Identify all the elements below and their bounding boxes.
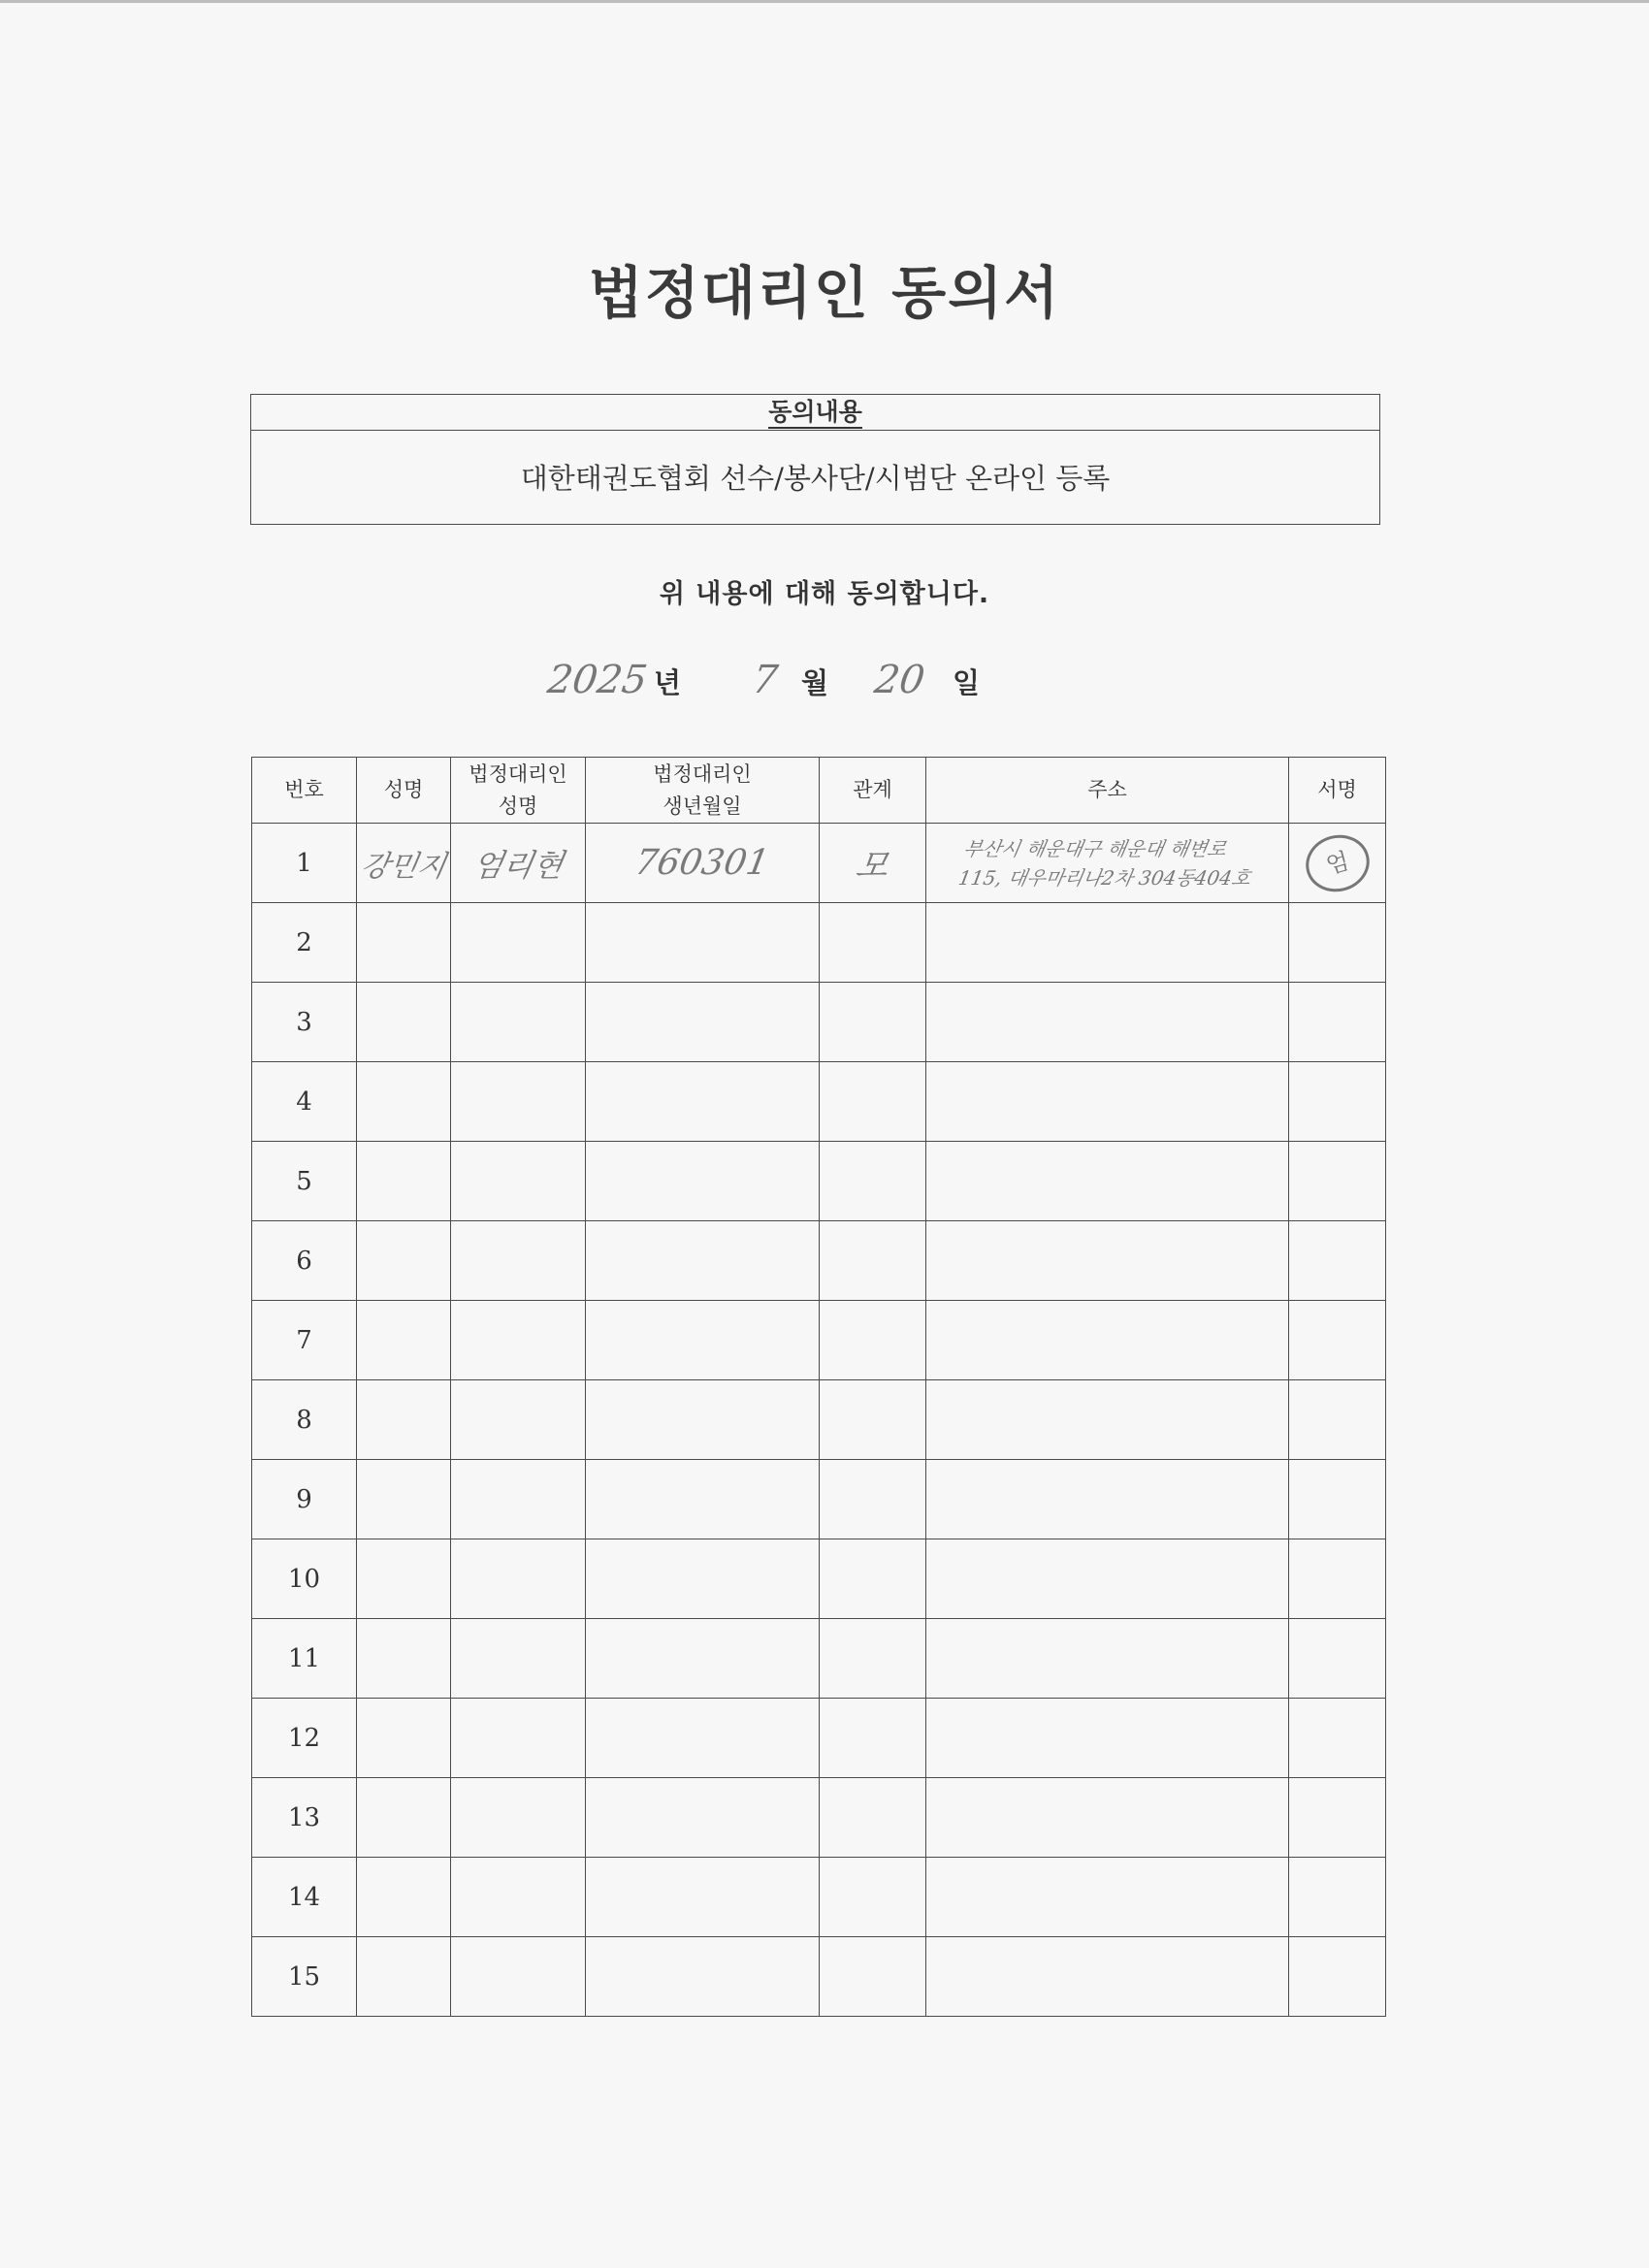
table-row [252, 1778, 1386, 1858]
row-relation [820, 824, 926, 903]
header-name: 성명 [357, 758, 451, 824]
row-signature [1289, 1778, 1386, 1858]
row-signature [1289, 1221, 1386, 1301]
row-guardian-name [451, 824, 586, 903]
consent-header-label: 동의내용 [768, 398, 862, 429]
row-guardian-name [451, 1778, 586, 1858]
row-guardian-birth [586, 1062, 820, 1142]
row-guardian-birth [586, 1380, 820, 1460]
row-signature [1289, 983, 1386, 1062]
row-guardian-name [451, 1221, 586, 1301]
row-guardian-birth [586, 1778, 820, 1858]
handwritten-address [956, 834, 1258, 892]
consent-content: 대한태권도협회 선수/봉사단/시범단 온라인 등록 [520, 462, 1111, 495]
header-guardian-name-line2: 성명 [498, 794, 538, 818]
row-name [357, 903, 451, 983]
row-relation [820, 1062, 926, 1142]
row-name [357, 1539, 451, 1619]
table-row [252, 824, 1386, 903]
row-guardian-birth [586, 1301, 820, 1380]
date-month-label: 월 [801, 666, 829, 699]
header-guardian-name-line1: 법정대리인 [469, 761, 567, 786]
row-address [926, 1619, 1289, 1699]
row-relation [820, 1778, 926, 1858]
row-signature [1289, 1460, 1386, 1539]
table-row [252, 1699, 1386, 1778]
row-signature [1289, 1142, 1386, 1221]
table-row [252, 1301, 1386, 1380]
table-row [252, 903, 1386, 983]
date-year-handwritten: 2025 [544, 658, 651, 702]
row-guardian-name [451, 1460, 586, 1539]
row-signature [1289, 1380, 1386, 1460]
row-no: 14 [252, 1858, 357, 1937]
row-no: 13 [252, 1778, 357, 1858]
row-relation [820, 903, 926, 983]
row-name [357, 1301, 451, 1380]
row-no: 3 [252, 983, 357, 1062]
row-guardian-birth [586, 1699, 820, 1778]
address-line2: 115, 대우마리나2차 304동404호 [956, 865, 1253, 890]
header-guardian-birth [586, 758, 820, 824]
row-no: 12 [252, 1699, 357, 1778]
row-address [926, 824, 1289, 903]
row-no: 4 [252, 1062, 357, 1142]
row-relation [820, 1858, 926, 1937]
row-signature [1289, 1699, 1386, 1778]
row-relation [820, 1301, 926, 1380]
row-signature [1289, 1858, 1386, 1937]
date-day-handwritten: 20 [871, 658, 928, 702]
guardian-roster-table [251, 757, 1386, 2017]
row-guardian-birth [586, 903, 820, 983]
row-guardian-birth [586, 1858, 820, 1937]
row-guardian-birth [586, 824, 820, 903]
row-guardian-name [451, 1937, 586, 2017]
table-row [252, 1937, 1386, 2017]
row-address [926, 1380, 1289, 1460]
row-address [926, 1699, 1289, 1778]
row-relation [820, 1699, 926, 1778]
consent-box [250, 394, 1380, 525]
row-no: 7 [252, 1301, 357, 1380]
table-row [252, 1142, 1386, 1221]
row-guardian-name [451, 1062, 586, 1142]
table-row [252, 1380, 1386, 1460]
row-relation [820, 1937, 926, 2017]
row-signature [1289, 1539, 1386, 1619]
header-guardian-name [451, 758, 586, 824]
row-no: 6 [252, 1221, 357, 1301]
row-relation [820, 1142, 926, 1221]
table-header-row [252, 758, 1386, 824]
row-relation [820, 983, 926, 1062]
row-address [926, 1301, 1289, 1380]
row-relation [820, 1460, 926, 1539]
row-guardian-name [451, 1142, 586, 1221]
document-title: 법정대리인 동의서 [588, 260, 1061, 326]
row-name [357, 1937, 451, 2017]
header-guardian-birth-line2: 생년월일 [663, 794, 742, 818]
header-address: 주소 [926, 758, 1289, 824]
row-no: 2 [252, 903, 357, 983]
row-guardian-birth [586, 1221, 820, 1301]
row-signature [1289, 1619, 1386, 1699]
handwritten-relation: 모 [852, 847, 891, 886]
row-no: 10 [252, 1539, 357, 1619]
header-no: 번호 [252, 758, 357, 824]
row-name [357, 1460, 451, 1539]
table-row [252, 1460, 1386, 1539]
row-address [926, 1062, 1289, 1142]
row-no: 8 [252, 1380, 357, 1460]
date-line [0, 650, 1649, 708]
row-guardian-name [451, 903, 586, 983]
handwritten-name: 강민지 [357, 849, 448, 884]
row-signature [1289, 824, 1386, 903]
date-year-label: 년 [654, 666, 682, 699]
page-top-edge [0, 0, 1649, 3]
row-signature [1289, 1937, 1386, 2017]
row-no: 15 [252, 1937, 357, 2017]
table-row [252, 1062, 1386, 1142]
header-guardian-birth-line1: 법정대리인 [653, 761, 752, 786]
row-no: 11 [252, 1619, 357, 1699]
row-guardian-name [451, 1539, 586, 1619]
row-name [357, 1062, 451, 1142]
row-guardian-name [451, 1301, 586, 1380]
row-address [926, 1460, 1289, 1539]
row-guardian-birth [586, 983, 820, 1062]
consent-header [251, 395, 1379, 431]
row-no: 9 [252, 1460, 357, 1539]
row-guardian-name [451, 1699, 586, 1778]
row-signature [1289, 1301, 1386, 1380]
row-address [926, 1539, 1289, 1619]
signature-mark: 엄 [1299, 827, 1375, 898]
row-name [357, 1619, 451, 1699]
row-guardian-name [451, 983, 586, 1062]
row-address [926, 1778, 1289, 1858]
row-name [357, 1142, 451, 1221]
row-address [926, 903, 1289, 983]
date-month-handwritten: 7 [749, 658, 781, 702]
address-line1: 부산시 해운대구 해운대 해변로 [961, 836, 1229, 860]
handwritten-guardian-birth: 760301 [631, 843, 773, 883]
row-relation [820, 1619, 926, 1699]
row-address [926, 983, 1289, 1062]
row-signature [1289, 1062, 1386, 1142]
date-day-label: 일 [953, 666, 981, 699]
row-name [357, 1699, 451, 1778]
row-name [357, 983, 451, 1062]
row-guardian-name [451, 1619, 586, 1699]
row-address [926, 1937, 1289, 2017]
row-name [357, 1858, 451, 1937]
row-guardian-birth [586, 1142, 820, 1221]
agree-statement: 위 내용에 대해 동의합니다. [659, 579, 990, 609]
row-no: 1 [252, 824, 357, 903]
table-row [252, 983, 1386, 1062]
row-relation [820, 1380, 926, 1460]
row-guardian-birth [586, 1460, 820, 1539]
row-address [926, 1221, 1289, 1301]
row-name [357, 1380, 451, 1460]
row-name [357, 824, 451, 903]
row-name [357, 1778, 451, 1858]
row-relation [820, 1221, 926, 1301]
row-address [926, 1858, 1289, 1937]
row-signature [1289, 903, 1386, 983]
handwritten-guardian-name: 엄리현 [469, 846, 566, 884]
table-row [252, 1619, 1386, 1699]
row-guardian-name [451, 1858, 586, 1937]
table-row [252, 1539, 1386, 1619]
table-row [252, 1221, 1386, 1301]
header-relation: 관계 [820, 758, 926, 824]
row-no: 5 [252, 1142, 357, 1221]
row-name [357, 1221, 451, 1301]
table-row [252, 1858, 1386, 1937]
row-relation [820, 1539, 926, 1619]
row-address [926, 1142, 1289, 1221]
row-guardian-birth [586, 1539, 820, 1619]
header-signature: 서명 [1289, 758, 1386, 824]
row-guardian-name [451, 1380, 586, 1460]
row-guardian-birth [586, 1619, 820, 1699]
row-guardian-birth [586, 1937, 820, 2017]
